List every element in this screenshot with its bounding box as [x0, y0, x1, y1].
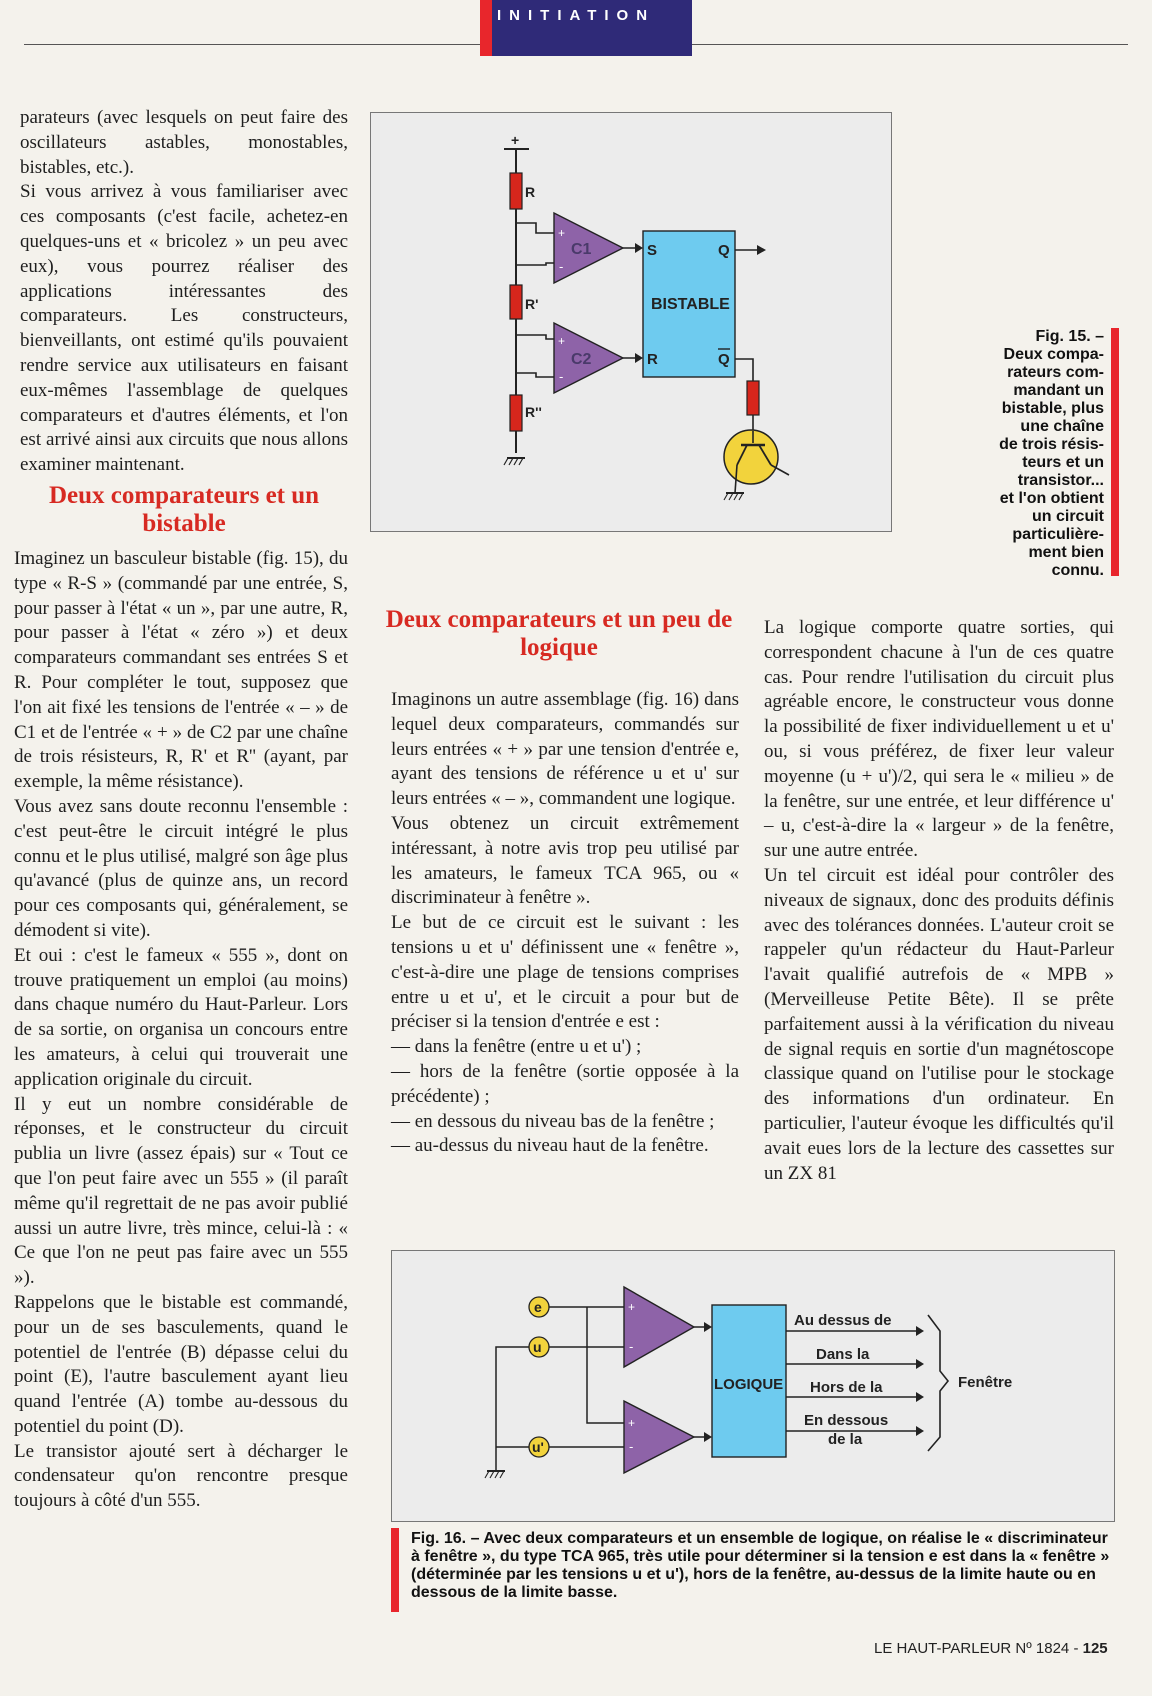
- heading-deux-comparateurs-bistable: Deux comparateurs et un bistable: [48, 482, 320, 537]
- paragraph: La logique comporte quatre sorties, qui correspondent chacune à l'un de ces quatre cas. Pour rendre l'utilisation du circuit plus agréable encore, le constructeur vous donne la possibilité de fixer individuellement u et u' ou, si vous préférez, de fixer leur valeur moyenne (u + u')/2, qui sera le « milieu » de la fenêtre, sur une entrée, et leur différence u' – u, c'est-à-dire la « largeur » de la fenêtre, sur une autre entrée.: [764, 617, 1114, 862]
- column-1-top: [20, 106, 348, 478]
- fig15-r1-label: R: [525, 184, 536, 200]
- paragraph: Un tel circuit est idéal pour contrôler des niveaux de signaux, donc des produits définis avec des tolérances données. L'auteur croit se rappeler qu'un rédacteur du Haut-Parleur l'avait qualifié autrefois de « MPB » (Merveilleuse Petite Bête). Il se prête parfaitement aussi à la vérification du niveau de signal requis en sortie d'un magnétoscope classique quand on l'utilise pour le stockage des informations d'un ordinateur. En particulier, l'auteur évoque les difficultés qu'il avait eues lors de la lecture des cassettes sur un ZX 81: [764, 864, 1114, 1184]
- footer-magazine: LE HAUT-PARLEUR Nº 1824 -: [874, 1640, 1079, 1657]
- paragraph: Vous avez sans doute reconnu l'ensemble : c'est peut-être le circuit intégré le plus connu et le plus utilisé, malgré son âge plus qu'avancé (plus de quinze ans, un record pour ces composants qui, généralement, se démodent si vite).: [14, 795, 348, 941]
- paragraph: Rappelons que le bistable est commandé, pour un de ses basculements, quand le potentiel de l'entrée (B) dépasse celui du point (E), l'autre basculement ayant lieu quand l'entrée (A) tombe au-dessous du potentiel du point (D).: [14, 1291, 348, 1437]
- fig16-c1-plus: +: [628, 1300, 636, 1314]
- fig15-schematic: [371, 113, 890, 530]
- fig15-c1-minus: -: [559, 259, 564, 274]
- figure-15: [370, 112, 892, 532]
- paragraph: Il y eut un nombre considérable de réponses, et le constructeur du circuit publia un livre (assez épais) sur « Tout ce que l'on peut faire avec un 555 » (il paraît même qu'il regrettait de ne pas avoir publié aussi un autre livre, très mince, celui-là : « Ce que l'on ne peut pas faire avec un 555 »).: [14, 1093, 348, 1289]
- fig15-r3-label: R'': [525, 404, 542, 420]
- fig15-plus-label: +: [511, 132, 520, 148]
- column-3: [764, 616, 1114, 1186]
- fig16-out4a: En dessous: [804, 1412, 889, 1429]
- resistor-base: [747, 381, 759, 415]
- fig16-schematic: [392, 1251, 1113, 1520]
- resistor-r-double-prime: [510, 395, 522, 431]
- paragraph: Imaginons un autre assemblage (fig. 16) dans lequel deux comparateurs, commandés sur leurs entrées « + » par une tension d'entrée e, ayant des tensions de référence u et u' sur leurs entrées « – », commandent une logique.: [391, 689, 739, 810]
- list-item: — en dessous du niveau bas de la fenêtre ;: [391, 1110, 715, 1132]
- fig16-c2-plus: +: [628, 1416, 636, 1430]
- fig15-bistable-label: BISTABLE: [651, 296, 730, 313]
- paragraph: Vous obtenez un circuit extrêmement intéressant, à notre avis trop peu utilisé par les amateurs, le fameux TCA 965, ou « discriminateur à fenêtre ».: [391, 812, 739, 909]
- fig15-qbar-label: Q: [718, 351, 730, 368]
- transistor: [724, 430, 778, 484]
- footer: [874, 1640, 1108, 1657]
- fig16-caption-bar: [391, 1528, 399, 1612]
- fig16-out4b: de la: [828, 1431, 863, 1448]
- paragraph: Et oui : c'est le fameux « 555 », dont on trouve pratiquement un emploi (au moins) dans chaque numéro du Haut-Parleur. Lors de sa sortie, on organisa un concours entre les amateurs, à celui qui trouverait une application originale du circuit.: [14, 944, 348, 1090]
- fig16-c2-minus: -: [629, 1439, 634, 1454]
- fig16-out1: Au dessus de: [794, 1312, 892, 1329]
- page-number: 125: [1082, 1640, 1108, 1657]
- list-item: — au-dessus du niveau haut de la fenêtre.: [391, 1135, 709, 1157]
- comparator-low: [624, 1401, 694, 1473]
- heading-deux-comparateurs-logique: Deux comparateurs et un peu de logique: [385, 606, 733, 661]
- fig15-c2-minus: -: [559, 369, 564, 384]
- fig16-caption: Fig. 16. – Avec deux comparateurs et un ensemble de logique, on réalise le « discriminateur à fenêtre », du type TCA 965, très utile pour déterminer si la tension e est dans la « fenêtre » (déterminée par les tensions u et u'), hors de la fenêtre, au-dessus de la limite haute ou en dessous de la limite basse.: [411, 1530, 1110, 1601]
- fig16-logique-label: LOGIQUE: [714, 1376, 784, 1393]
- fig16-u2-label: u': [532, 1439, 544, 1455]
- resistor-r-prime: [510, 285, 522, 319]
- figure-16: [391, 1250, 1115, 1522]
- fig15-c2-label: C2: [571, 351, 592, 368]
- fig15-r-label: R: [647, 351, 658, 368]
- paragraph: Si vous arrivez à vous familiariser avec ces composants (c'est facile, achetez-en quelques-uns et « bricolez » un peu avec eux), vous pourrez réaliser des applications intéressantes des comparateurs. Les constructeurs, bienveillants, ont estimé qu'ils pouvaient rendre service aux utilisateurs en faisant eux-mêmes l'assemblage de quelques comparateurs et d'autres éléments, et l'on est arrivé ainsi aux circuits que nous allons examiner maintenant.: [20, 181, 348, 476]
- fig15-q-label: Q: [718, 242, 730, 259]
- fig16-fenetre: Fenêtre: [958, 1374, 1013, 1391]
- paragraph: Imaginez un basculeur bistable (fig. 15), du type « R-S » (commandé par une entrée, S, pour passer à l'état « un », par une autre, R, pour passer à l'état « zéro ») et deux comparateurs commandant ses entrées S et R. Pour compléter le tout, supposez que l'on ait fixé les tensions de l'entrée « – » de C1 et de l'entrée « + » de C2 par une chaîne de trois résisteurs, R, R' et R'' (ayant, par exemple, la même résistance).: [14, 548, 348, 793]
- paragraph: parateurs (avec lesquels on peut faire des oscillateurs astables, monostables, bistables, etc.).: [20, 107, 348, 178]
- fig15-caption: Fig. 15. – Deux compa- rateurs com- mandant un bistable, plus une chaîne de trois résis- teurs et un transistor... et l'on obtient un circuit particulière- ment bien connu.: [999, 328, 1104, 579]
- section-title: INITIATION: [497, 7, 656, 24]
- fig15-caption-bar: [1111, 328, 1119, 576]
- fig16-e-label: e: [534, 1299, 542, 1315]
- list-item: — dans la fenêtre (entre u et u') ;: [391, 1036, 642, 1058]
- fig16-c1-minus: -: [629, 1339, 634, 1354]
- fig16-out3: Hors de la: [810, 1379, 883, 1396]
- fig15-s-label: S: [647, 242, 658, 259]
- fig15-r2-label: R': [525, 296, 539, 312]
- paragraph: Le but de ce circuit est le suivant : les tensions u et u' définissent une « fenêtre », c'est-à-dire une plage de tensions comprises entre u et u', et le circuit a pour but de préciser si la tension d'entrée e est :: [391, 912, 739, 1033]
- fig16-u-label: u: [533, 1339, 542, 1355]
- fig15-c2-plus: +: [558, 334, 566, 348]
- resistor-r: [510, 173, 522, 209]
- brace: [928, 1315, 948, 1451]
- column-1-bottom: [14, 547, 348, 1514]
- fig15-c1-plus: +: [558, 226, 566, 240]
- column-2: [391, 688, 739, 1159]
- paragraph: Le transistor ajouté sert à décharger le condensateur qu'on rencontre presque toujours à côté d'un 555.: [14, 1440, 348, 1512]
- list-item: — hors de la fenêtre (sortie opposée à la précédente) ;: [391, 1060, 739, 1107]
- comparator-high: [624, 1287, 694, 1367]
- fig15-c1-label: C1: [571, 241, 592, 258]
- fig16-out2: Dans la: [816, 1346, 870, 1363]
